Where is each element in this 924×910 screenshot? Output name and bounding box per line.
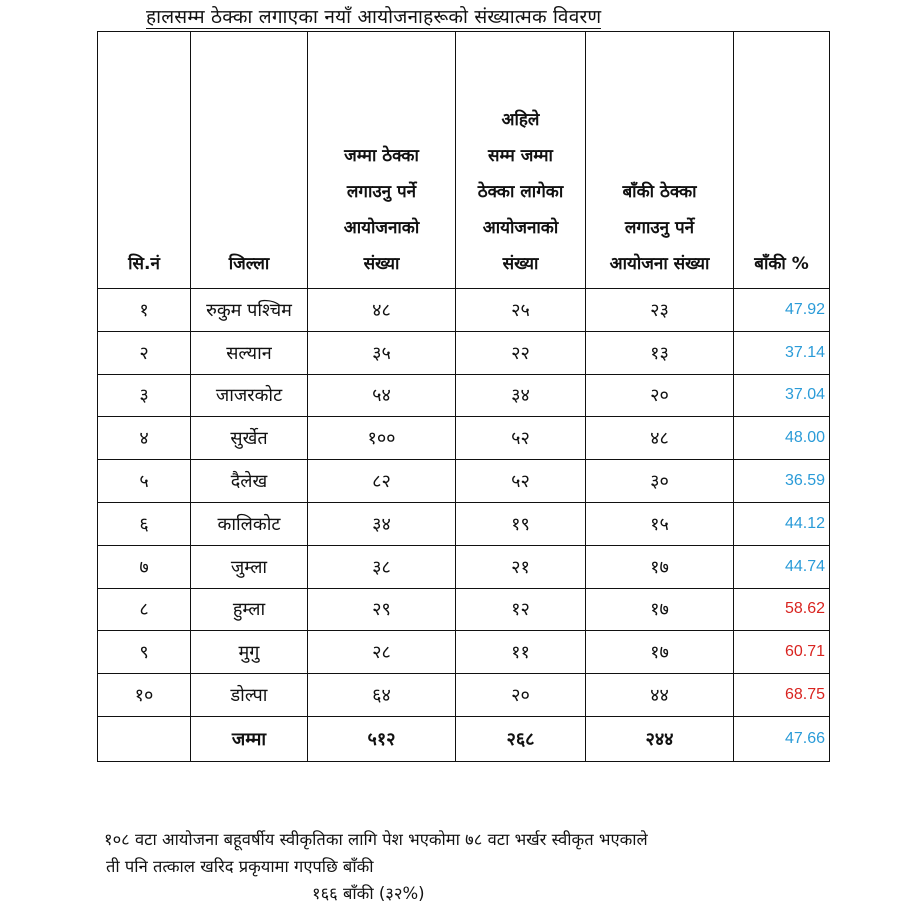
cell-contracted: २० [456, 674, 586, 717]
cell-pct: 36.59 [734, 460, 830, 503]
table-row [98, 289, 830, 332]
header-row [98, 32, 830, 289]
table-row [98, 545, 830, 588]
cell-sn: १० [98, 674, 191, 717]
header-total-line: जम्मा ठेक्का [344, 146, 419, 166]
table-row [98, 374, 830, 417]
header-total-line: लगाउनु पर्ने [346, 182, 417, 202]
cell-contracted: २२ [456, 331, 586, 374]
table-row [98, 631, 830, 674]
total-row [98, 716, 830, 761]
cell-sn: ३ [98, 374, 191, 417]
total-total: ५१२ [308, 716, 456, 761]
cell-total: ३४ [308, 502, 456, 545]
cell-pct: 60.71 [734, 631, 830, 674]
cell-contracted: ११ [456, 631, 586, 674]
header-contracted-line: अहिले [501, 110, 540, 130]
cell-remaining: २३ [586, 289, 734, 332]
header-total-line: संख्या [363, 254, 400, 274]
cell-pct: 47.92 [734, 289, 830, 332]
footnote-summary: १६६ बाँकी (३२%) [312, 884, 425, 903]
document-title: हालसम्म ठेक्का लगाएका नयाँ आयोजनाहरूको संख्यात्मक विवरण [146, 6, 602, 28]
cell-district: जाजरकोट [191, 374, 308, 417]
cell-remaining: १७ [586, 588, 734, 631]
cell-pct: 68.75 [734, 674, 830, 717]
cell-total: ४८ [308, 289, 456, 332]
cell-remaining: ४८ [586, 417, 734, 460]
cell-district: कालिकोट [191, 502, 308, 545]
total-contracted: २६८ [456, 716, 586, 761]
header-remaining-line: आयोजना संख्या [609, 254, 710, 274]
header-district: जिल्ला [191, 32, 308, 289]
cell-total: ६४ [308, 674, 456, 717]
cell-pct: 37.04 [734, 374, 830, 417]
cell-total: २९ [308, 588, 456, 631]
header-contracted-line: सम्म जम्मा [488, 146, 553, 166]
cell-pct: 44.12 [734, 502, 830, 545]
cell-contracted: ५२ [456, 417, 586, 460]
cell-sn: १ [98, 289, 191, 332]
cell-remaining: १७ [586, 545, 734, 588]
cell-remaining: २० [586, 374, 734, 417]
total-label: जम्मा [191, 716, 308, 761]
cell-sn: ५ [98, 460, 191, 503]
cell-contracted: १२ [456, 588, 586, 631]
cell-total: ५४ [308, 374, 456, 417]
header-sn: सि.नं [98, 32, 191, 289]
total-remaining: २४४ [586, 716, 734, 761]
table-row [98, 502, 830, 545]
cell-contracted: ३४ [456, 374, 586, 417]
cell-district: मुगु [191, 631, 308, 674]
cell-contracted: २५ [456, 289, 586, 332]
header-total-line: आयोजनाको [343, 218, 420, 238]
header-contracted [456, 32, 586, 289]
header-contracted-line: संख्या [502, 254, 539, 274]
cell-total: ८२ [308, 460, 456, 503]
cell-district: रुकुम पश्चिम [191, 289, 308, 332]
table-body [98, 289, 830, 762]
table-row [98, 588, 830, 631]
cell-remaining: ४४ [586, 674, 734, 717]
cell-district: हुम्ला [191, 588, 308, 631]
cell-sn: ६ [98, 502, 191, 545]
header-pct: बाँकी % [734, 32, 830, 289]
cell-district: जुम्ला [191, 545, 308, 588]
table-row [98, 331, 830, 374]
header-remaining [586, 32, 734, 289]
cell-district: डोल्पा [191, 674, 308, 717]
projects-table [97, 31, 830, 762]
table-row [98, 417, 830, 460]
cell-contracted: ५२ [456, 460, 586, 503]
cell-total: १०० [308, 417, 456, 460]
total-pct: 47.66 [734, 716, 830, 761]
header-contracted-line: आयोजनाको [482, 218, 559, 238]
cell-district: सुर्खेत [191, 417, 308, 460]
cell-remaining: ३० [586, 460, 734, 503]
cell-pct: 37.14 [734, 331, 830, 374]
cell-sn: ७ [98, 545, 191, 588]
cell-pct: 58.62 [734, 588, 830, 631]
cell-remaining: १७ [586, 631, 734, 674]
table-row [98, 674, 830, 717]
header-remaining-line: बाँकी ठेक्का [622, 182, 697, 202]
cell-contracted: १९ [456, 502, 586, 545]
footnote-line: १०८ वटा आयोजना बहूवर्षीय स्वीकृतिका लागि पेश भएकोमा ७८ वटा भर्खर स्वीकृत भएकाले [104, 830, 648, 849]
cell-sn-empty [98, 716, 191, 761]
cell-pct: 44.74 [734, 545, 830, 588]
header-contracted-line: ठेक्का लागेका [477, 182, 564, 202]
header-remaining-line: लगाउनु पर्ने [624, 218, 695, 238]
cell-total: २८ [308, 631, 456, 674]
cell-district: दैलेख [191, 460, 308, 503]
cell-district: सल्यान [191, 331, 308, 374]
footnote [104, 826, 904, 907]
header-total [308, 32, 456, 289]
cell-sn: ९ [98, 631, 191, 674]
cell-total: ३५ [308, 331, 456, 374]
cell-remaining: १३ [586, 331, 734, 374]
cell-sn: ४ [98, 417, 191, 460]
cell-remaining: १५ [586, 502, 734, 545]
cell-contracted: २१ [456, 545, 586, 588]
cell-pct: 48.00 [734, 417, 830, 460]
footnote-line: ती पनि तत्काल खरिद प्रकृयामा गएपछि बाँकी [106, 857, 374, 876]
cell-sn: २ [98, 331, 191, 374]
cell-sn: ८ [98, 588, 191, 631]
cell-total: ३८ [308, 545, 456, 588]
table-row [98, 460, 830, 503]
